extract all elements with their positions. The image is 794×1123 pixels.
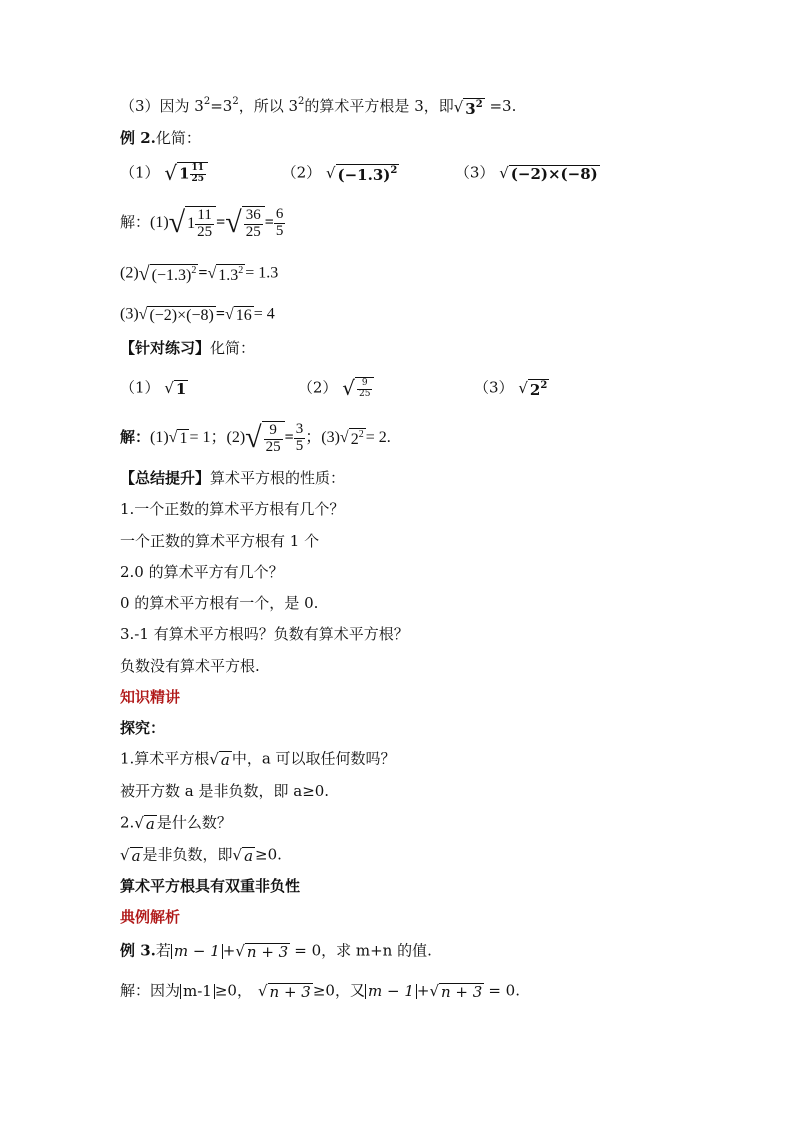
solution-label: 解： — [120, 212, 151, 231]
sqrt-mixed-fraction: √ 1 $\frac{11}{25}$ — [164, 162, 208, 185]
item-label: （1） — [120, 163, 160, 182]
item-label: （2） — [297, 378, 338, 397]
equals: = 0 — [294, 941, 322, 960]
solution3-line — [120, 983, 520, 1000]
example2-items — [120, 162, 600, 185]
sqrt-expression: √ n + 3 — [235, 942, 289, 961]
solution2-part2 — [120, 264, 278, 284]
sqrt-expression: √ $2^2$ — [518, 378, 548, 399]
text: ≥0，又 — [312, 981, 365, 1000]
summary-line: 2.0 的算术平方有几个？ — [120, 563, 284, 581]
index: (2) — [226, 428, 246, 446]
result: = 4 — [253, 305, 275, 323]
sqrt-expression: √ 16 — [224, 306, 252, 324]
text: 中，a 可以取任何数吗？ — [231, 749, 396, 768]
index: (2) — [120, 264, 139, 282]
separator: ； — [305, 428, 322, 446]
text: 1.算术平方根 — [120, 749, 210, 768]
index: (3) — [321, 428, 340, 446]
item-label: （3） — [454, 163, 495, 182]
summary-line: 1.一个正数的算术平方根有几个？ — [120, 500, 345, 518]
summary-heading — [120, 471, 345, 486]
absolute-value: m − 1 — [171, 944, 223, 959]
text: ，求 m+n 的值. — [321, 941, 432, 960]
index: (1) — [150, 213, 169, 231]
sqrt-a: √ a — [134, 814, 155, 833]
equals: = — [216, 213, 226, 231]
text: （3）因为 3 — [120, 97, 204, 115]
explore-answer-2 — [120, 847, 282, 864]
equals: = 0. — [488, 981, 520, 1000]
section-title-knowledge: 知识精讲 — [120, 688, 181, 706]
solution2-part3 — [120, 306, 275, 324]
sqrt-a: √ a — [232, 846, 254, 865]
example1-part3-line — [120, 97, 516, 117]
sqrt-expression: √ n + 3 — [257, 982, 311, 1001]
plus: + — [416, 981, 430, 1000]
example-label: 例 2. — [120, 129, 156, 147]
fraction-result: $\frac{6}{5}$ — [275, 206, 284, 239]
summary-line: 负数没有算术平方根. — [120, 657, 260, 675]
double-nonnegativity-statement: 算术平方根具有双重非负性 — [120, 877, 301, 895]
explore-answer-1: 被开方数 a 是非负数，即 a≥0. — [120, 782, 330, 800]
superscript: 2 — [232, 96, 239, 107]
summary-line: 一个正数的算术平方根有 1 个 — [120, 532, 320, 550]
section-title-examples: 典例解析 — [120, 908, 181, 926]
text: 解：因为 — [120, 981, 181, 1000]
text: 是非负数，即 — [142, 845, 233, 864]
sqrt-expression: √ n + 3 — [429, 982, 483, 1001]
fraction-result: $\frac{3}{5}$ — [295, 421, 304, 454]
sqrt-expression: √ $(-1.3)^2$ — [138, 263, 197, 285]
equals: = — [215, 305, 225, 323]
item-label: （1） — [120, 378, 160, 397]
practice-label: 【针对练习】 — [120, 339, 211, 357]
explore-question-1 — [120, 751, 396, 768]
text: 若 — [155, 941, 171, 960]
result: = 1.3 — [245, 264, 279, 282]
plus: + — [222, 941, 236, 960]
superscript: 2 — [203, 96, 211, 107]
text: 2. — [120, 813, 135, 832]
superscript: 2 — [298, 96, 305, 107]
solution2-part1 — [120, 206, 285, 241]
example2-heading — [120, 131, 201, 146]
sqrt-expression: √ 1 — [164, 378, 187, 398]
sqrt-expression: √ (−2)×(−8) — [499, 163, 598, 183]
sqrt-fraction: √ $\frac{36}{25}$ — [225, 206, 264, 241]
index: (3) — [120, 305, 139, 323]
result: = 2. — [365, 428, 391, 446]
text: ≥0， — [214, 981, 252, 1000]
summary-line: 0 的算术平方根有一个，是 0. — [120, 594, 319, 612]
absolute-value: m − 1 — [365, 984, 417, 999]
text: 是什么数？ — [156, 813, 232, 832]
practice-text: 化简： — [210, 339, 256, 357]
result: = 1； — [189, 428, 227, 446]
text: =3. — [484, 97, 517, 115]
item-label: （2） — [281, 163, 322, 182]
solution-label: 解： — [120, 427, 151, 446]
practice-solution — [120, 421, 391, 456]
item-label: （3） — [473, 378, 514, 397]
text: 的算术平方根是 3，即 — [304, 97, 454, 115]
sqrt-a: √ a — [120, 846, 141, 865]
equals: = — [284, 428, 294, 446]
equals: = — [198, 264, 208, 282]
summary-label: 【总结提升】 — [120, 469, 211, 487]
summary-text: 算术平方根的性质： — [210, 469, 346, 487]
text: =3 — [210, 97, 233, 115]
summary-line: 3.-1 有算术平方根吗？负数有算术平方根？ — [120, 625, 409, 643]
explore-heading: 探究： — [120, 719, 166, 737]
example-text: 化简： — [155, 129, 201, 147]
sqrt-expression: √ $3^2$ — [453, 97, 483, 118]
example3-line — [120, 943, 432, 960]
practice-items — [120, 377, 549, 400]
sqrt-expression: √ $(-1.3)^2$ — [325, 163, 398, 184]
example-label: 例 3. — [120, 941, 156, 960]
sqrt-expression: √ (−2)×(−8) — [138, 306, 214, 324]
text: ≥0. — [255, 845, 282, 864]
sqrt-fraction: √ $\frac{9}{25}$ — [342, 377, 374, 400]
equals: = — [264, 213, 274, 231]
sqrt-a: √ a — [209, 750, 230, 769]
explore-question-2 — [120, 815, 232, 832]
text: ，所以 3 — [238, 97, 299, 115]
index: (1) — [150, 428, 169, 446]
sqrt-expression: √ $2^2$ — [339, 429, 364, 449]
sqrt-mixed-fraction: √ 1 $\frac{11}{25}$ — [169, 206, 216, 241]
practice-heading — [120, 341, 255, 356]
sqrt-fraction: √ $\frac{9}{25}$ — [245, 421, 284, 456]
sqrt-expression: √ $1.3^2$ — [207, 265, 244, 284]
absolute-value: m-1 — [180, 984, 215, 999]
sqrt-expression: √ 1 — [168, 429, 188, 448]
